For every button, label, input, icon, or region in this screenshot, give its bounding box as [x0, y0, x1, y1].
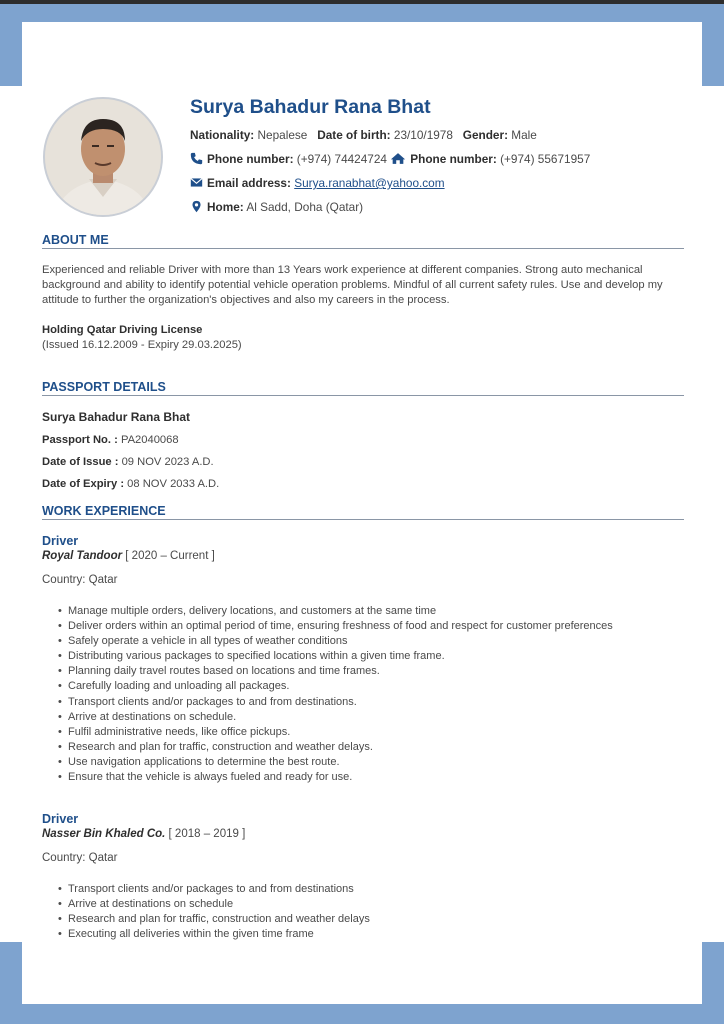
about-me-text: Experienced and reliable Driver with more than 13 Years work experience at different companies. Strong auto mechanical background and ability to identify potential vehicle operation problems. Mindful of all current safety rules. Use and develop my attitude to further the organization's objectives and also my careers in the process.	[42, 264, 663, 306]
passport-expiry-row	[42, 477, 682, 492]
passport-expiry-label: Date of Expiry :	[42, 478, 125, 490]
passport-issue-value: 09 NOV 2023 A.D.	[121, 456, 214, 468]
home-label: Home:	[207, 200, 244, 214]
list-item: • Arrive at destinations on schedule	[58, 897, 658, 912]
job-title: Driver	[42, 812, 79, 826]
home-value: Al Sadd, Doha (Qatar)	[246, 200, 364, 214]
license-dates: (Issued 16.12.2009 - Expiry 29.03.2025)	[42, 339, 242, 351]
email-line	[190, 176, 445, 190]
phone2-value: (+974) 55671957	[500, 152, 591, 166]
job-company-row	[42, 828, 245, 840]
about-me-heading: ABOUT ME	[42, 233, 684, 249]
candidate-name: Surya Bahadur Rana Bhat	[190, 96, 431, 118]
email-label: Email address:	[207, 176, 291, 190]
job-company: Nasser Bin Khaled Co.	[42, 828, 166, 840]
job-title: Driver	[42, 534, 79, 548]
job-duties-list	[58, 604, 658, 785]
passport-heading: PASSPORT DETAILS	[42, 380, 684, 396]
list-item: • Arrive at destinations on schedule.	[58, 710, 658, 725]
list-item: • Transport clients and/or packages to and from destinations	[58, 882, 658, 897]
job-duties-list	[58, 882, 658, 942]
list-item: • Use navigation applications to determine the best route.	[58, 755, 658, 770]
job-company: Royal Tandoor	[42, 550, 123, 562]
passport-number-value: PA2040068	[120, 434, 179, 446]
home-phone-icon	[390, 152, 406, 165]
home-line	[190, 200, 363, 214]
list-item: • Transport clients and/or packages to and from destinations.	[58, 695, 658, 710]
job-period: [ 2020 – Current ]	[125, 550, 215, 562]
email-link[interactable]: Surya.ranabhat@yahoo.com	[294, 176, 445, 190]
list-item: • Executing all deliveries within the given time frame	[58, 927, 658, 942]
personal-info-line	[190, 128, 537, 142]
list-item: • Ensure that the vehicle is always fueled and ready for use.	[58, 770, 658, 785]
list-item: • Fulfil administrative needs, like office pickups.	[58, 725, 658, 740]
nationality-value: Nepalese	[257, 128, 308, 142]
job-period: [ 2018 – 2019 ]	[168, 828, 246, 840]
passport-number-label: Passport No. :	[42, 434, 118, 446]
passport-issue-label: Date of Issue :	[42, 456, 119, 468]
phone-line	[190, 152, 590, 166]
gender-value: Male	[511, 128, 537, 142]
list-item: • Planning daily travel routes based on locations and time frames.	[58, 664, 658, 679]
license-title: Holding Qatar Driving License	[42, 324, 203, 336]
list-item: • Research and plan for traffic, construction and weather delays	[58, 912, 658, 927]
phone-icon	[190, 152, 203, 165]
work-experience-heading: WORK EXPERIENCE	[42, 504, 684, 520]
phone1-label: Phone number:	[207, 152, 294, 166]
dob-value: 23/10/1978	[393, 128, 453, 142]
passport-holder-name: Surya Bahadur Rana Bhat	[42, 410, 191, 424]
status-bar-strip	[0, 0, 724, 4]
passport-issue-row	[42, 455, 682, 470]
dob-label: Date of birth:	[317, 128, 391, 142]
gender-label: Gender:	[462, 128, 509, 142]
list-item: • Distributing various packages to specified locations within a given time frame.	[58, 649, 658, 664]
phone2-label: Phone number:	[410, 152, 497, 166]
list-item: • Deliver orders within an optimal period of time, ensuring freshness of food and respect for customer preferences	[58, 619, 658, 634]
list-item: • Research and plan for traffic, construction and weather delays.	[58, 740, 658, 755]
phone1-value: (+974) 74424724	[296, 152, 387, 166]
job-country: Country: Qatar	[42, 852, 118, 864]
list-item: • Manage multiple orders, delivery locations, and customers at the same time	[58, 604, 658, 619]
passport-expiry-value: 08 NOV 2033 A.D.	[127, 478, 220, 490]
passport-number-row	[42, 433, 682, 448]
location-pin-icon	[190, 200, 203, 213]
list-item: • Carefully loading and unloading all packages.	[58, 679, 658, 694]
job-country: Country: Qatar	[42, 574, 118, 586]
job-company-row	[42, 550, 215, 562]
profile-photo	[43, 97, 163, 217]
email-icon	[190, 176, 203, 189]
list-item: • Safely operate a vehicle in all types of weather conditions	[58, 634, 658, 649]
nationality-label: Nationality:	[190, 128, 255, 142]
